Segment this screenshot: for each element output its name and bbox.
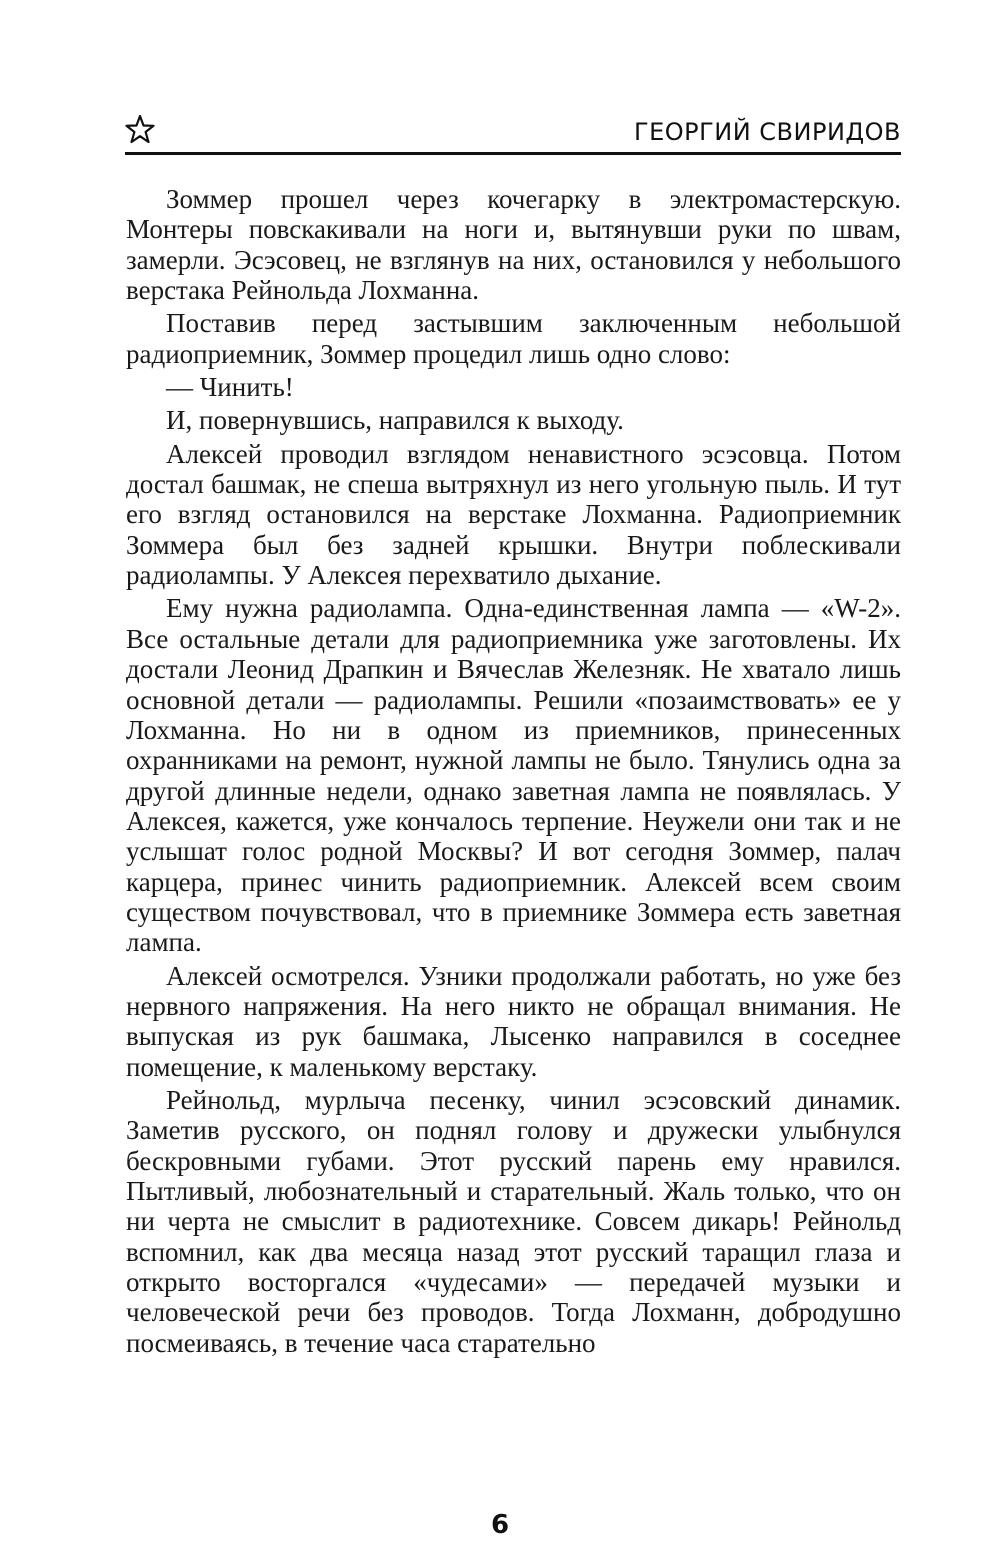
paragraph: Поставив перед застывшим заключенным небольшой радиоприемник, Зоммер процедил лишь одно слово: [126, 308, 901, 369]
paragraph: Зоммер прошел через кочегарку в электромастерскую. Монтеры повскакивали на ноги и, вытянувши руки по швам, замерли. Эсэсовец, не взглянув на них, остановился у небольшого верстака Рейнольда Лохманна. [126, 184, 901, 306]
paragraph: Ему нужна радиолампа. Одна-единственная лампа — «W-2». Все остальные детали для радиоприемника уже заготовлены. Их достали Леонид Драпкин и Вячеслав Железняк. Не хватало лишь основной детали — радиолампы. Решили «позаимствовать» ее у Лохманна. Но ни в одном из приемников, принесенных охранниками на ремонт, нужной лампы не было. Тянулись одна за другой длинные недели, однако заветная лампа не появлялась. У Алексея, кажется, уже кончалось терпение. Неужели они так и не услышат голос родной Москвы? И вот сегодня Зоммер, палач карцера, принес чинить радиоприемник. Алексей всем своим существом почувствовал, что в приемнике Зоммера есть заветная лампа. [126, 593, 901, 958]
page-number: 6 [490, 1510, 510, 1540]
page-body [126, 184, 901, 1358]
paragraph: Алексей проводил взглядом ненавистного эсэсовца. Потом достал башмак, не спеша вытряхнул из него угольную пыль. И тут его взгляд остановился на верстаке Лохманна. Радиоприемник Зоммера был без задней крышки. Внутри поблескивали радиолампы. У Алексея перехватило дыхание. [126, 438, 901, 591]
paragraph: Рейнольд, мурлыча песенку, чинил эсэсовский динамик. Заметив русского, он поднял голову и дружески улыбнулся бескровными губами. Этот русский парень ему нравился. Пытливый, любознательный и старательный. Жаль только, что он ни черта не смыслит в радиотехнике. Совсем дикарь! Рейнольд вспомнил, как два месяца назад этот русский таращил глаза и открыто восторгался «чудесами» — передачей музыки и человеческой речи без проводов. Тогда Лохманн, добродушно посмеиваясь, в течение часа старательно [126, 1084, 901, 1358]
paragraph: — Чинить! [166, 372, 294, 403]
author-name: ГЕОРГИЙ СВИРИДОВ [633, 118, 901, 146]
paragraph: Алексей осмотрелся. Узники продолжали работать, но уже без нервного напряжения. На него никто не обращал внимания. Не выпуская из рук башмака, Лысенко направился в соседнее помещение, к маленькому верстаку. [126, 960, 901, 1082]
running-header [125, 108, 901, 155]
paragraph: И, повернувшись, направился к выходу. [166, 405, 624, 436]
star-icon [125, 114, 155, 144]
